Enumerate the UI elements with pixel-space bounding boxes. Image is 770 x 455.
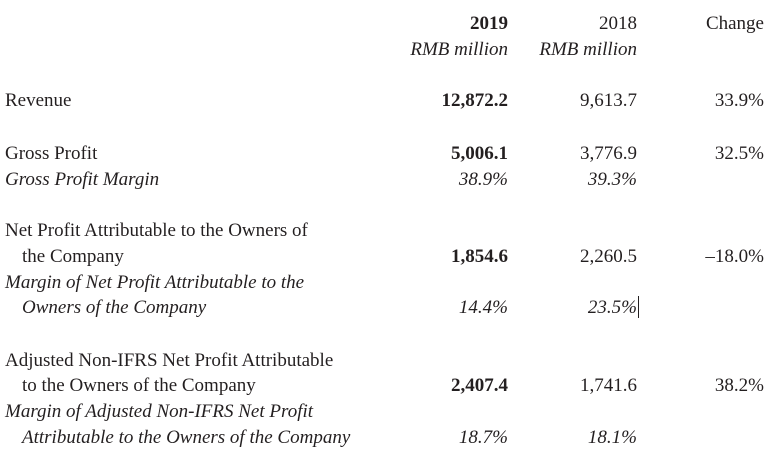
adjusted-net-profit-label-line2: to the Owners of the Company	[22, 375, 256, 396]
adjusted-net-profit-2019: 2,407.4	[451, 375, 508, 396]
adjusted-margin-2018: 18.1%	[587, 427, 637, 448]
header-2018-unit: RMB million	[539, 39, 637, 60]
revenue-2018: 9,613.7	[580, 90, 637, 111]
gross-profit-margin-label: Gross Profit Margin	[5, 169, 160, 190]
net-profit-margin-label-line1: Margin of Net Profit Attributable to the	[5, 272, 305, 293]
revenue-2019: 12,872.2	[441, 90, 508, 111]
net-profit-margin-label-line2: Owners of the Company	[22, 297, 207, 318]
net-profit-2019: 1,854.6	[451, 246, 508, 267]
net-profit-margin-2019: 14.4%	[458, 297, 508, 318]
revenue-change: 33.9%	[714, 90, 764, 111]
net-profit-label-line2: the Company	[22, 246, 124, 267]
adjusted-margin-label-line2: Attributable to the Owners of the Company	[22, 427, 351, 448]
net-profit-change: –18.0%	[705, 246, 764, 267]
net-profit-2018: 2,260.5	[580, 246, 637, 267]
adjusted-net-profit-label-line1: Adjusted Non-IFRS Net Profit Attributable	[5, 350, 334, 371]
header-2019-year: 2019	[470, 13, 508, 34]
adjusted-net-profit-2018: 1,741.6	[580, 375, 637, 396]
revenue-label: Revenue	[5, 90, 72, 111]
gross-profit-2018: 3,776.9	[580, 143, 637, 164]
gross-profit-margin-2018: 39.3%	[587, 169, 637, 190]
text-cursor	[638, 296, 639, 318]
net-profit-label-line1: Net Profit Attributable to the Owners of	[5, 220, 308, 241]
gross-profit-margin-2019: 38.9%	[458, 169, 508, 190]
gross-profit-2019: 5,006.1	[451, 143, 508, 164]
header-change: Change	[705, 13, 764, 34]
adjusted-margin-label-line1: Margin of Adjusted Non-IFRS Net Profit	[5, 401, 314, 422]
header-2019-unit: RMB million	[410, 39, 508, 60]
gross-profit-change: 32.5%	[714, 143, 764, 164]
gross-profit-label: Gross Profit	[5, 143, 98, 164]
adjusted-net-profit-change: 38.2%	[714, 375, 764, 396]
header-2018-year: 2018	[599, 13, 637, 34]
net-profit-margin-2018: 23.5%	[587, 297, 637, 318]
adjusted-margin-2019: 18.7%	[458, 427, 508, 448]
